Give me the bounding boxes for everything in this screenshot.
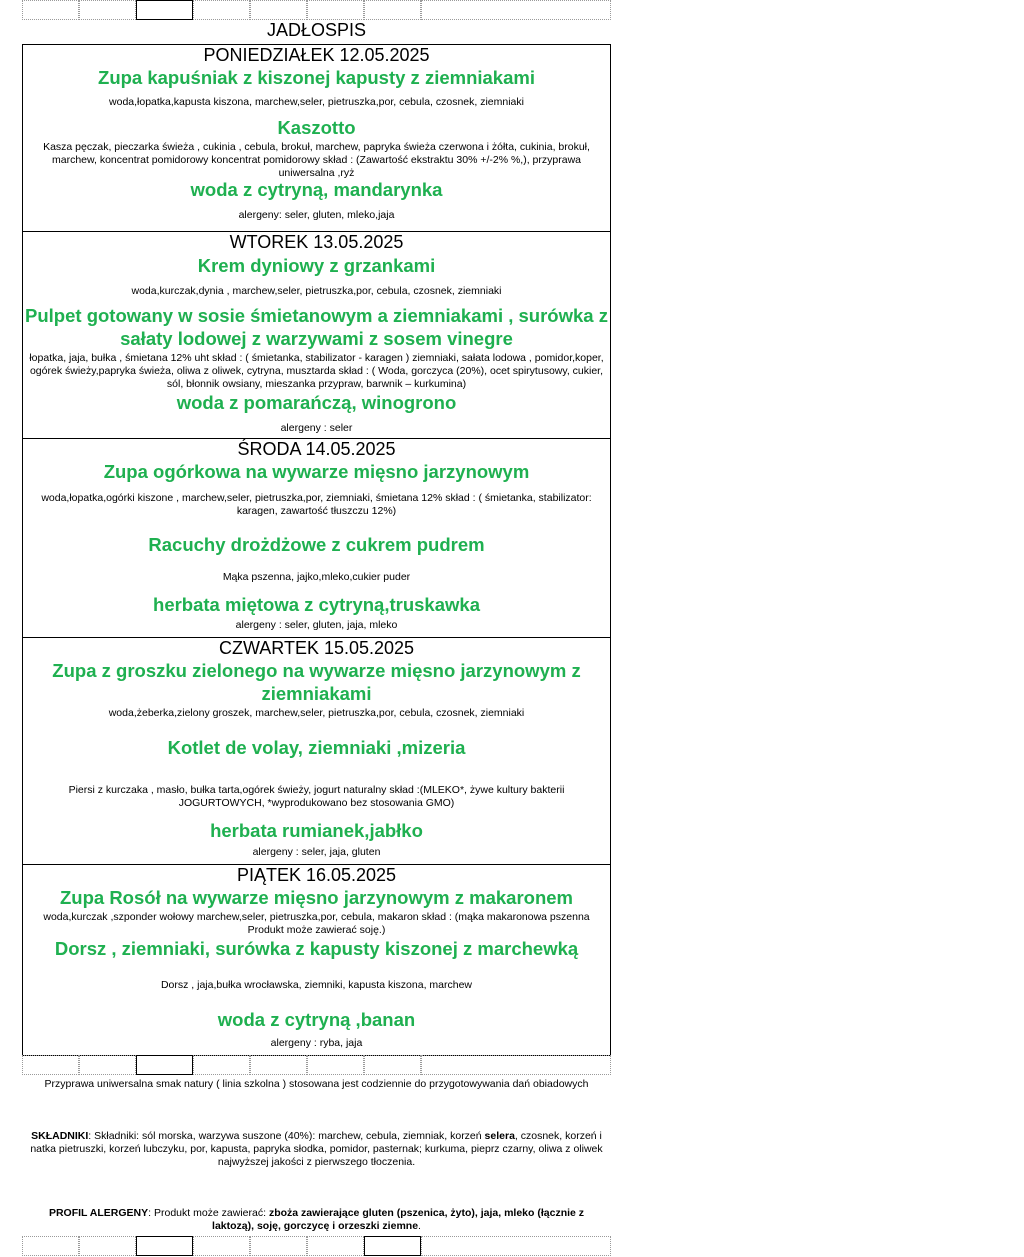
grid-cell <box>193 1055 250 1075</box>
empty-grid-row-bottom <box>22 1236 611 1256</box>
main-dish-ingredients: Mąka pszenna, jajko,mleko,cukier puder <box>222 571 411 583</box>
drink-name: woda z cytryną ,banan <box>217 1009 416 1030</box>
main-dish-name: Dorsz , ziemniaki, surówka z kapusty kiszonej z marchewką <box>54 938 579 959</box>
grid-cell <box>79 0 136 20</box>
grid-cell <box>421 1236 611 1256</box>
soup-name: Zupa z groszku zielonego na wywarze mięsno jarzynowym z ziemniakami <box>52 660 581 704</box>
drink-name: woda z cytryną, mandarynka <box>190 179 443 200</box>
soup-ingredients: woda,żeberka,zielony groszek, marchew,seler, pietruszka,por, cebula, czosnek, ziemniaki <box>108 707 525 719</box>
allergens: alergeny : ryba, jaja <box>270 1037 363 1049</box>
grid-cell <box>250 1236 307 1256</box>
grid-cell <box>421 1055 611 1075</box>
ingredients-label: SKŁADNIKI <box>31 1130 89 1142</box>
grid-cell <box>136 0 193 20</box>
soup-name: Zupa Rosół na wywarze mięsno jarzynowym z makaronem <box>59 887 573 908</box>
day-block-thursday <box>22 637 611 865</box>
main-dish-ingredients: Kasza pęczak, pieczarka świeża , cukinia , cebula, brokuł, marchew, papryka świeża czerwona i żółta, cukinia, brokuł, marchew, koncentrat pomidorowy koncentrat pomidorowy skład : (Zawartość ekstraktu 30% +/-2% %,), przyprawa uniwersalna ,ryż <box>43 141 590 179</box>
grid-cell <box>79 1236 136 1256</box>
soup-name: Zupa ogórkowa na wywarze mięsno jarzynowym <box>103 461 530 482</box>
grid-cell <box>193 0 250 20</box>
grid-cell <box>193 1236 250 1256</box>
day-date: ŚRODA 14.05.2025 <box>237 439 396 459</box>
seasoning-note: Przyprawa uniwersalna smak natury ( linia szkolna ) stosowana jest codziennie do przygotowywania dań obiadowych <box>44 1078 589 1090</box>
grid-cell <box>364 0 421 20</box>
empty-grid-row-top <box>22 0 611 20</box>
soup-name: Krem dyniowy z grzankami <box>197 255 436 276</box>
day-date: PONIEDZIAŁEK 12.05.2025 <box>203 45 430 65</box>
empty-grid-row-middle <box>22 1055 611 1075</box>
main-dish-name: Racuchy drożdżowe z cukrem pudrem <box>148 534 485 555</box>
menu-title: JADŁOSPIS <box>266 20 367 40</box>
grid-cell <box>364 1055 421 1075</box>
allergen-profile-bold: zboża zawierające gluten (pszenica, żyto), jaja, mleko (łącznie z laktozą), soję, gorczycę i orzeszki ziemne <box>212 1207 585 1232</box>
soup-ingredients: woda,kurczak ,szponder wołowy marchew,seler, pietruszka,por, cebula, makaron skład : (mąka makaronowa pszenna Produkt może zawierać soję.) <box>43 911 590 936</box>
grid-cell <box>421 0 611 20</box>
main-dish-ingredients: Piersi z kurczaka , masło, bułka tarta,ogórek świeży, jogurt naturalny skład :(MLEKO*, żywe kultury bakterii JOGURTOWYCH, *wyprodukowano bez stosowania GMO) <box>68 784 565 809</box>
soup-ingredients: woda,łopatka,ogórki kiszone , marchew,seler, pietruszka,por, ziemniaki, śmietana 12% skład : ( śmietanka, stabilizator: karagen, zawartość tłuszczu 12%) <box>41 492 592 517</box>
allergens: alergeny : seler, gluten, jaja, mleko <box>235 619 398 631</box>
day-block-tuesday <box>22 231 611 439</box>
grid-cell <box>250 1055 307 1075</box>
allergen-profile-label: PROFIL ALERGENY <box>48 1207 149 1219</box>
allergens: alergeny : seler, jaja, gluten <box>252 846 381 858</box>
grid-cell <box>307 1236 364 1256</box>
main-dish-ingredients: Dorsz , jaja,bułka wrocławska, ziemniki, kapusta kiszona, marchew <box>160 979 473 991</box>
grid-cell <box>250 0 307 20</box>
grid-cell <box>136 1055 193 1075</box>
grid-cell <box>22 1055 79 1075</box>
grid-cell <box>79 1055 136 1075</box>
drink-name: herbata rumianek,jabłko <box>210 820 423 841</box>
day-block-friday <box>22 864 611 1056</box>
grid-cell <box>307 0 364 20</box>
main-dish-name: Kotlet de volay, ziemniaki ,mizeria <box>167 737 466 758</box>
ingredients-bold: selera <box>484 1130 515 1142</box>
grid-cell <box>364 1236 421 1256</box>
day-block-monday <box>22 44 611 232</box>
grid-cell <box>307 1055 364 1075</box>
ingredients-text: : Składniki: sól morska, warzywa suszone (40%): marchew, cebula, ziemniak, korzeń <box>88 1130 485 1142</box>
grid-cell <box>22 0 79 20</box>
main-dish-name: Pulpet gotowany w sosie śmietanowym a ziemniakami , surówka z sałaty lodowej z warzywami z sosem vinegre <box>25 305 608 349</box>
day-date: PIĄTEK 16.05.2025 <box>236 865 397 885</box>
allergen-profile-end: . <box>418 1220 421 1232</box>
allergens: alergeny: seler, gluten, mleko,jaja <box>238 209 395 221</box>
grid-cell <box>22 1236 79 1256</box>
drink-name: woda z pomarańczą, winogrono <box>176 392 457 413</box>
day-block-wednesday <box>22 438 611 638</box>
allergens: alergeny : seler <box>280 422 353 434</box>
day-date: CZWARTEK 15.05.2025 <box>218 638 415 658</box>
soup-ingredients: woda,kurczak,dynia , marchew,seler, pietruszka,por, cebula, czosnek, ziemniaki <box>131 285 502 297</box>
main-dish-name: Kaszotto <box>277 117 356 138</box>
allergen-profile-note <box>22 1207 611 1233</box>
soup-ingredients: woda,łopatka,kapusta kiszona, marchew,seler, pietruszka,por, cebula, czosnek, ziemniaki <box>109 96 524 108</box>
allergen-profile-text: : Produkt może zawierać: <box>148 1207 269 1219</box>
main-dish-ingredients: łopatka, jaja, bułka , śmietana 12% uht skład : ( śmietanka, stabilizator - karagen ) ziemniaki, sałata lodowa , pomidor,koper, ogórek świeży,papryka świeża, oliwa z oliwek, cytryna, musztarda skład : ( Woda, gorczyca (20%), ocet spirytusowy, cukier, sól, błonnik owsiany, mieszanka przypraw, barwnik – kurkumina) <box>29 352 604 390</box>
day-date: WTOREK 13.05.2025 <box>229 232 404 252</box>
seasoning-ingredients-note <box>22 1130 611 1169</box>
soup-name: Zupa kapuśniak z kiszonej kapusty z ziemniakami <box>98 67 535 88</box>
grid-cell <box>136 1236 193 1256</box>
drink-name: herbata miętowa z cytryną,truskawka <box>153 594 480 615</box>
ingredients-text-rest: , czosnek, korzeń i natka pietruszki, korzeń lubczyku, por, kapusta, papryka słodka, pomidor, pasternak; kurkuma, pieprz czarny, oliwa z oliwek najwyższej jakości z pierwszego tłoczenia. <box>30 1130 603 1168</box>
